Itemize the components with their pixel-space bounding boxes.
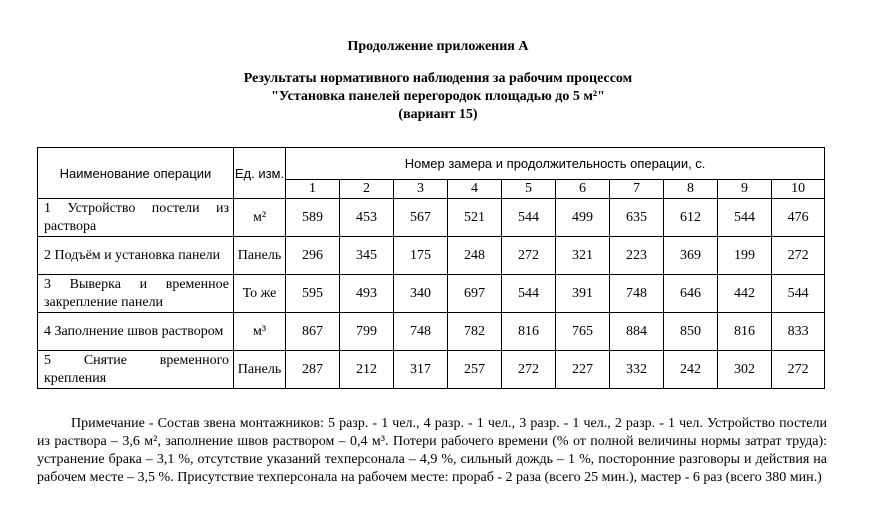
duration-cell: 476 (772, 199, 825, 237)
measure-number-header: 10 (772, 180, 825, 199)
duration-cell: 199 (718, 237, 772, 275)
table-row (38, 351, 825, 389)
measure-number-header: 1 (286, 180, 340, 199)
duration-cell: 816 (502, 313, 556, 351)
title-line-1: Результаты нормативного наблюдения за рабочим процессом (243, 71, 633, 86)
operation-column-header: Наименование операции (38, 148, 234, 199)
duration-cell: 302 (718, 351, 772, 389)
duration-cell: 697 (448, 275, 502, 313)
duration-cell: 212 (340, 351, 394, 389)
table-row (38, 199, 825, 237)
unit-cell: То же (234, 275, 286, 313)
duration-cell: 816 (718, 313, 772, 351)
measure-number-header: 7 (610, 180, 664, 199)
duration-cell: 612 (664, 199, 718, 237)
duration-cell: 646 (664, 275, 718, 313)
duration-cell: 748 (394, 313, 448, 351)
unit-column-header: Ед. изм. (234, 148, 286, 199)
observation-table (37, 147, 825, 389)
duration-cell: 499 (556, 199, 610, 237)
unit-cell: м³ (234, 313, 286, 351)
duration-cell: 369 (664, 237, 718, 275)
duration-cell: 321 (556, 237, 610, 275)
table-row (38, 313, 825, 351)
duration-cell: 175 (394, 237, 448, 275)
duration-cell: 345 (340, 237, 394, 275)
duration-cell: 867 (286, 313, 340, 351)
duration-cell: 272 (502, 351, 556, 389)
duration-cell: 287 (286, 351, 340, 389)
duration-cell: 272 (772, 351, 825, 389)
measure-number-header: 8 (664, 180, 718, 199)
measure-number-header: 6 (556, 180, 610, 199)
operation-name: 4 Заполнение швов раствором (38, 313, 234, 351)
duration-cell: 493 (340, 275, 394, 313)
measure-number-header: 3 (394, 180, 448, 199)
duration-cell: 272 (772, 237, 825, 275)
duration-cell: 589 (286, 199, 340, 237)
note-paragraph: Примечание - Состав звена монтажников: 5 разр. - 1 чел., 4 разр. - 1 чел., 3 разр. - 1 чел., 2 разр. - 1 чел. Устройство постели из раствора – 3,6 м², заполнение швов раствором – 0,4 м³. Потери рабочего времени (% от полной величины нормы затрат труда): устранение брака – 3,1 %, отсутствие указаний техперсонала – 4,9 %, сильный дождь – 1 %, посторонние разговоры и действия на рабочем месте – 3,5 %. Присутствие техперсонала на рабочем месте: прораб - 2 раза (всего 25 мин.), мастер - 6 раз (всего 380 мин.) (37, 416, 827, 485)
duration-cell: 227 (556, 351, 610, 389)
unit-cell: м² (234, 199, 286, 237)
operation-name: 5 Снятие временного крепления (38, 351, 234, 389)
duration-cell: 544 (718, 199, 772, 237)
title-line-3: (вариант 15) (398, 107, 478, 122)
unit-cell: Панель (234, 351, 286, 389)
duration-cell: 748 (610, 275, 664, 313)
duration-cell: 442 (718, 275, 772, 313)
title-line-2: "Установка панелей перегородок площадью до 5 м²" (271, 89, 605, 104)
measurement-group-header: Номер замера и продолжительность операции, с. (286, 148, 825, 180)
appendix-heading: Продолжение приложения А (347, 39, 529, 54)
duration-cell: 635 (610, 199, 664, 237)
duration-cell: 332 (610, 351, 664, 389)
table-row (38, 275, 825, 313)
operation-name: 1 Устройство постели из раствора (38, 199, 234, 237)
duration-cell: 544 (502, 275, 556, 313)
duration-cell: 453 (340, 199, 394, 237)
duration-cell: 782 (448, 313, 502, 351)
duration-cell: 248 (448, 237, 502, 275)
duration-cell: 340 (394, 275, 448, 313)
duration-cell: 884 (610, 313, 664, 351)
table-row (38, 237, 825, 275)
duration-cell: 765 (556, 313, 610, 351)
duration-cell: 595 (286, 275, 340, 313)
unit-cell: Панель (234, 237, 286, 275)
duration-cell: 317 (394, 351, 448, 389)
measure-number-header: 9 (718, 180, 772, 199)
duration-cell: 257 (448, 351, 502, 389)
duration-cell: 567 (394, 199, 448, 237)
duration-cell: 833 (772, 313, 825, 351)
duration-cell: 544 (502, 199, 556, 237)
duration-cell: 850 (664, 313, 718, 351)
duration-cell: 296 (286, 237, 340, 275)
duration-cell: 799 (340, 313, 394, 351)
duration-cell: 544 (772, 275, 825, 313)
operation-name: 3 Выверка и временное закрепление панели (38, 275, 234, 313)
operation-name: 2 Подъём и установка панели (38, 237, 234, 275)
duration-cell: 391 (556, 275, 610, 313)
duration-cell: 272 (502, 237, 556, 275)
duration-cell: 521 (448, 199, 502, 237)
measure-number-header: 4 (448, 180, 502, 199)
duration-cell: 242 (664, 351, 718, 389)
measure-number-header: 2 (340, 180, 394, 199)
table-body (38, 199, 825, 389)
duration-cell: 223 (610, 237, 664, 275)
measure-number-header: 5 (502, 180, 556, 199)
